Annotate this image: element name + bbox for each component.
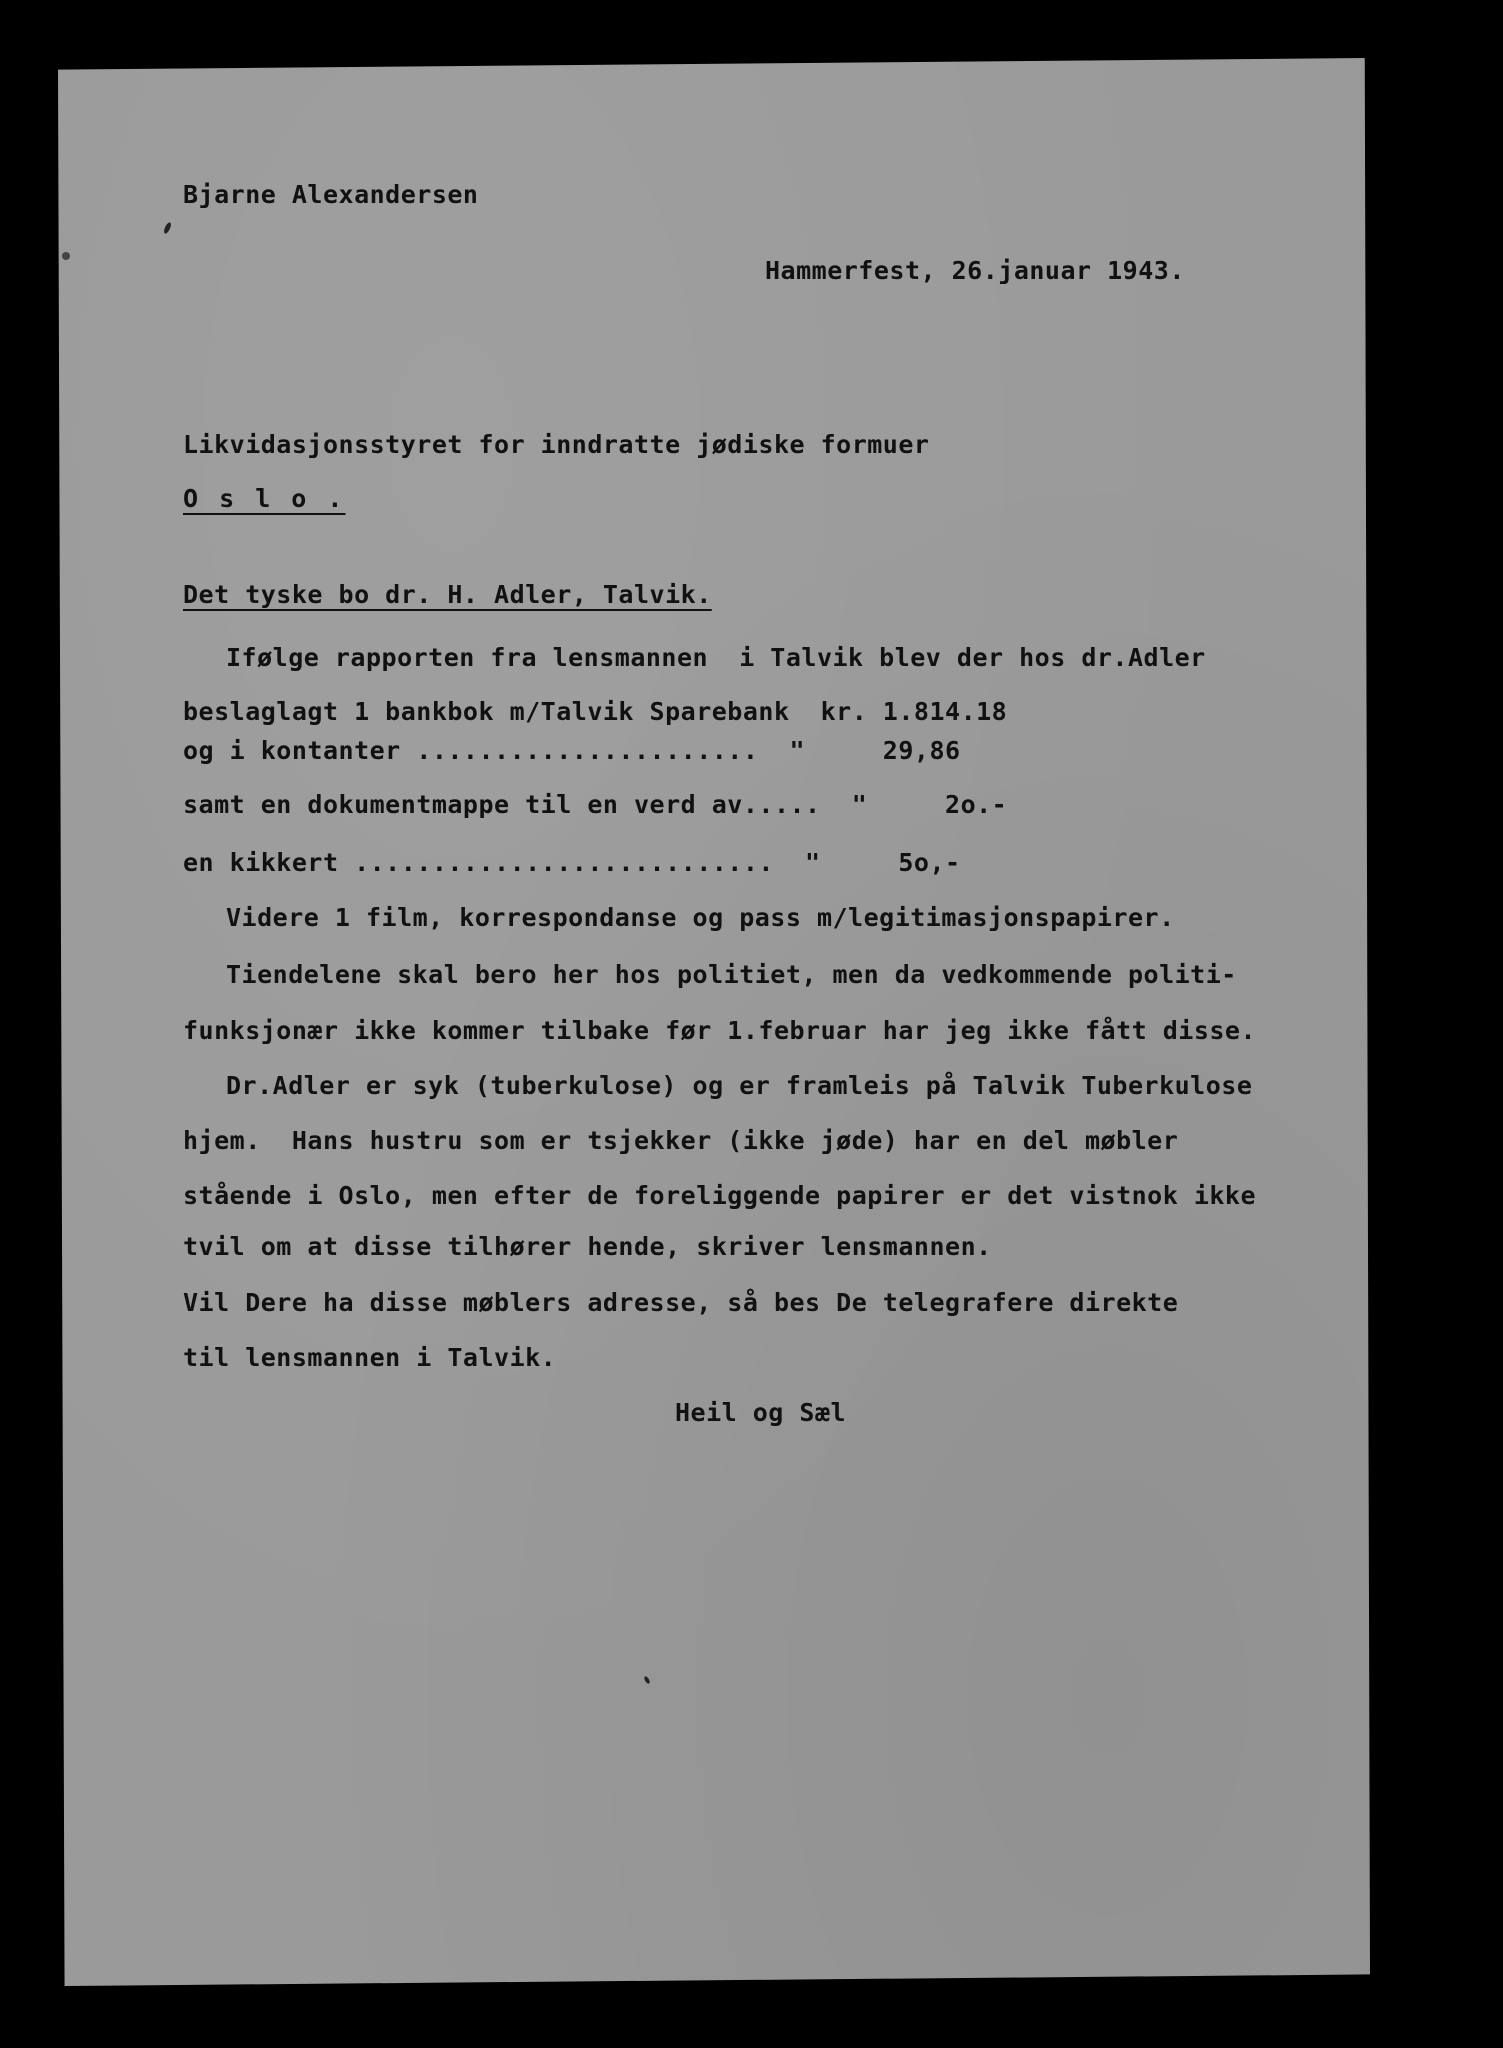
- body-line: en kikkert ........................... " 5o,-: [183, 848, 961, 877]
- body-line: og i kontanter ...................... " 29,86: [183, 736, 961, 765]
- body-line: funksjonær ikke kommer tilbake før 1.februar har jeg ikke fått disse.: [183, 1016, 1257, 1045]
- body-line: hjem. Hans hustru som er tsjekker (ikke jøde) har en del møbler: [183, 1126, 1179, 1155]
- recipient-name: Likvidasjonsstyret for inndratte jødiske formuer: [183, 430, 930, 459]
- body-line: Dr.Adler er syk (tuberkulose) og er framleis på Talvik Tuberkulose: [226, 1071, 1253, 1100]
- body-line: tvil om at disse tilhører hende, skriver lensmannen.: [183, 1232, 992, 1261]
- body-line: til lensmannen i Talvik.: [183, 1343, 557, 1372]
- body-line: beslaglagt 1 bankbok m/Talvik Sparebank kr. 1.814.18: [183, 697, 1008, 726]
- body-line: Videre 1 film, korrespondanse og pass m/legitimasjonspapirer.: [226, 903, 1175, 932]
- sender-name: Bjarne Alexandersen: [183, 180, 479, 209]
- body-line: Ifølge rapporten fra lensmannen i Talvik blev der hos dr.Adler: [226, 643, 1206, 672]
- subject-line: Det tyske bo dr. H. Adler, Talvik.: [183, 580, 712, 609]
- body-line: samt en dokumentmappe til en verd av..... " 2o.-: [183, 790, 1008, 819]
- recipient-city: O s l o .: [183, 484, 346, 513]
- body-line: Tiendelene skal bero her hos politiet, men da vedkommende politi-: [226, 960, 1237, 989]
- closing-salutation: Heil og Sæl: [675, 1398, 847, 1427]
- body-line: Vil Dere ha disse møblers adresse, så bes De telegrafere direkte: [183, 1288, 1179, 1317]
- place-date: Hammerfest, 26.januar 1943.: [765, 256, 1185, 285]
- ink-speck: [62, 252, 70, 260]
- body-line: stående i Oslo, men efter de foreliggende papirer er det vistnok ikke: [183, 1181, 1257, 1210]
